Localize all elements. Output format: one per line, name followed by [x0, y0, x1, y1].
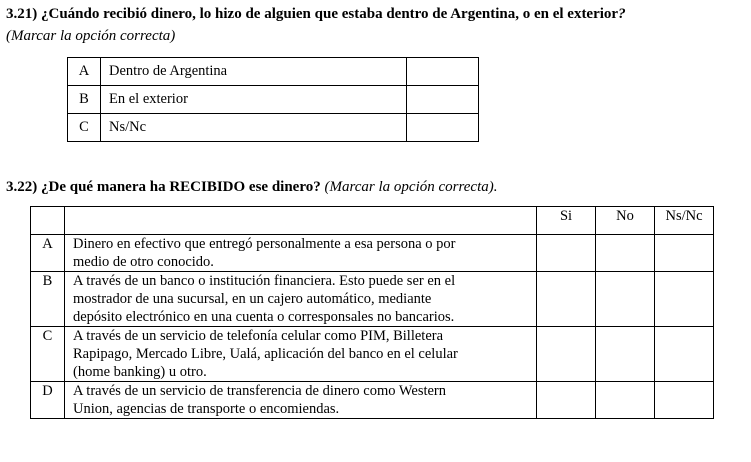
- answer-cell-nsnc[interactable]: [655, 235, 714, 272]
- option-description: [65, 327, 537, 382]
- option-line: A través de un servicio de transferencia de dinero como Western: [73, 383, 447, 399]
- option-line: A través de un banco o institución financiera. Esto puede ser en el: [73, 273, 456, 289]
- header-si: Si: [537, 207, 596, 235]
- answer-cell-si[interactable]: [537, 327, 596, 382]
- option-label: Ns/Nc: [101, 114, 407, 142]
- option-line: (home banking) u otro.: [73, 364, 207, 380]
- option-label: En el exterior: [101, 86, 407, 114]
- option-line: Union, agencias de transporte o encomiendas.: [73, 401, 340, 417]
- answer-cell-si[interactable]: [537, 272, 596, 327]
- table-row: [68, 114, 479, 142]
- question-3-21-text: 3.21) ¿Cuándo recibió dinero, lo hizo de alguien que estaba dentro de Argentina, o en el exterior: [6, 6, 619, 22]
- header-empty-option: [65, 207, 537, 235]
- header-no: No: [596, 207, 655, 235]
- question-3-21-mark: ?: [618, 6, 626, 22]
- option-description: [65, 235, 537, 272]
- answer-cell-no[interactable]: [596, 382, 655, 419]
- header-empty-letter: [31, 207, 65, 235]
- option-letter: D: [31, 382, 65, 419]
- table-row: [31, 235, 714, 272]
- question-3-21-title: [6, 5, 746, 23]
- option-letter: A: [68, 58, 101, 86]
- answer-cell-c[interactable]: [407, 114, 479, 142]
- answer-cell-b[interactable]: [407, 86, 479, 114]
- option-line: mostrador de una sucursal, en un cajero automático, mediante: [73, 291, 432, 307]
- option-letter: B: [68, 86, 101, 114]
- header-nsnc: Ns/Nc: [655, 207, 714, 235]
- answer-cell-no[interactable]: [596, 327, 655, 382]
- option-letter: C: [31, 327, 65, 382]
- table-row: [68, 86, 479, 114]
- table-row: [68, 58, 479, 86]
- answer-cell-si[interactable]: [537, 382, 596, 419]
- option-line: medio de otro conocido.: [73, 254, 214, 270]
- option-letter: B: [31, 272, 65, 327]
- answer-cell-nsnc[interactable]: [655, 327, 714, 382]
- answer-cell-si[interactable]: [537, 235, 596, 272]
- answer-cell-a[interactable]: [407, 58, 479, 86]
- question-3-22-options-table: [30, 206, 714, 419]
- question-3-21-options-table: [67, 57, 479, 142]
- answer-cell-no[interactable]: [596, 235, 655, 272]
- option-description: [65, 272, 537, 327]
- question-3-21-instruction: (Marcar la opción correcta): [6, 28, 176, 44]
- option-letter: C: [68, 114, 101, 142]
- option-line: Dinero en efectivo que entregó personalmente a esa persona o por: [73, 236, 456, 252]
- question-3-22-title: [6, 178, 498, 196]
- option-line: Rapipago, Mercado Libre, Ualá, aplicación del banco en el celular: [73, 346, 458, 362]
- option-line: A través de un servicio de telefonía celular como PIM, Billetera: [73, 328, 444, 344]
- option-letter: A: [31, 235, 65, 272]
- answer-cell-no[interactable]: [596, 272, 655, 327]
- table-row: [31, 382, 714, 419]
- option-line: depósito electrónico en una cuenta o corresponsales no bancarios.: [73, 309, 455, 325]
- question-3-22-instruction: (Marcar la opción correcta).: [320, 179, 498, 195]
- option-label: Dentro de Argentina: [101, 58, 407, 86]
- table-row: [31, 327, 714, 382]
- answer-cell-nsnc[interactable]: [655, 382, 714, 419]
- table-row: [31, 272, 714, 327]
- answer-cell-nsnc[interactable]: [655, 272, 714, 327]
- question-3-22-text: 3.22) ¿De qué manera ha RECIBIDO ese dinero?: [6, 179, 321, 195]
- option-description: [65, 382, 537, 419]
- table-header-row: [31, 207, 714, 235]
